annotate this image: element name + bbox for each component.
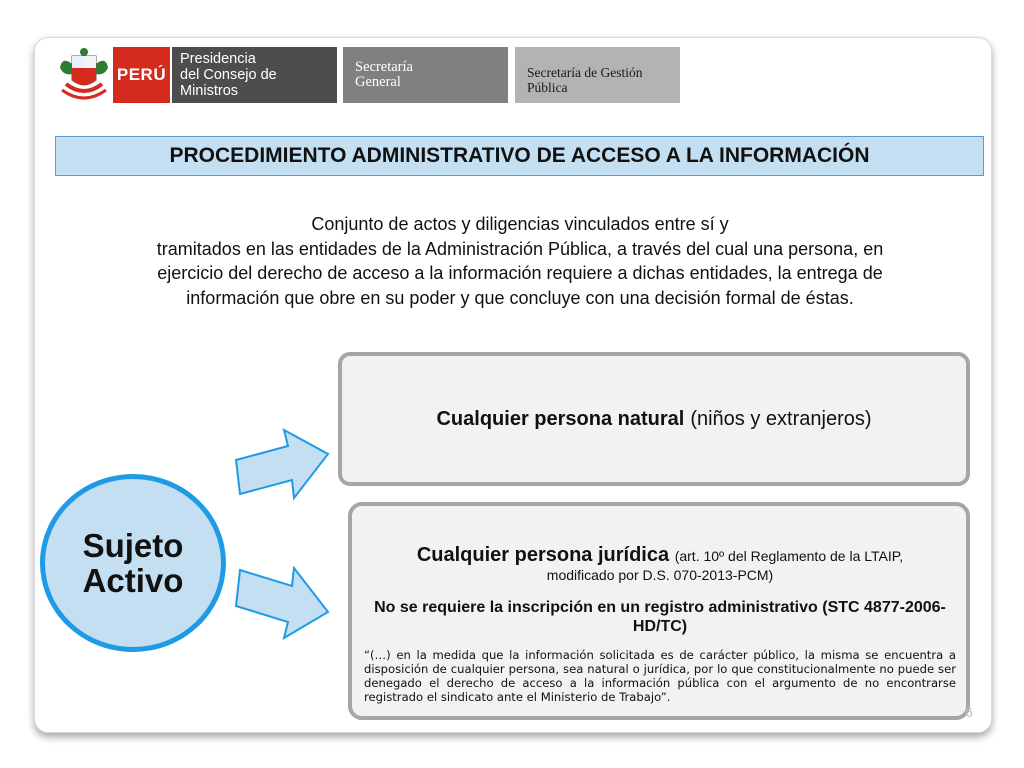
- arrow-up-right-icon: [232, 428, 332, 502]
- legal-person-ref: (art. 10º del Reglamento de la LTAIP,: [674, 548, 904, 564]
- requirement-text: No se requiere la inscripción en un registro administrativo (STC 4877-2006-HD/TC): [374, 599, 946, 635]
- sg-line2: General: [355, 74, 401, 90]
- secretaria-gestion-publica-logo: [515, 47, 680, 103]
- page-number: 6: [965, 704, 973, 720]
- pcm-line2: del Consejo de Ministros: [180, 67, 277, 99]
- definition-line: tramitados en las entidades de la Administración Pública, a través del cual una persona, en: [156, 238, 884, 259]
- subject-line1: Sujeto: [82, 527, 184, 564]
- definition-line: ejercicio del derecho de acceso a la información requiere a dichas entidades, la entrega de: [157, 263, 883, 283]
- sujeto-activo-circle: [40, 474, 226, 652]
- natural-person-bold: Cualquier persona natural: [436, 407, 685, 430]
- arrow-down-right-icon: [232, 566, 332, 640]
- sgp-line2: Pública: [527, 80, 568, 95]
- definition-line: información que obre en su poder y que concluye con una decisión formal de éstas.: [186, 287, 854, 308]
- definition-text: [100, 212, 940, 310]
- legal-person-heading: Cualquier persona jurídica (art. 10º del Reglamento de la LTAIP,: [416, 544, 904, 566]
- definition-line: Conjunto de actos y diligencias vinculados entre sí y: [311, 214, 729, 234]
- peru-coat-of-arms-icon: [58, 46, 110, 104]
- slide-title: PROCEDIMIENTO ADMINISTRATIVO DE ACCESO A LA INFORMACIÓN: [55, 136, 984, 176]
- peru-logo: PERÚ: [113, 47, 170, 103]
- sgp-line1: Secretaría de Gestión: [527, 65, 643, 80]
- natural-person-note: (niños y extranjeros): [690, 407, 872, 430]
- legal-person-box: [348, 502, 970, 720]
- pcm-logo: [172, 47, 337, 103]
- natural-person-box: [338, 352, 970, 486]
- secretaria-general-logo: [343, 47, 508, 103]
- sg-line1: Secretaría: [355, 59, 413, 75]
- pcm-line1: Presidencia: [180, 51, 256, 67]
- quote-text: “(…) en la medida que la información solicitada es de carácter público, la misma se encuentra a disposición de cualquier persona, sea natural o jurídica, por lo que constitucionalmente no puede ser denegado el derecho de acceso a la información pública con el argumento de no encontrarse registrado el sindicato ante el Ministerio de Trabajo”.: [364, 648, 956, 704]
- legal-person-ref-cont: modificado por D.S. 070-2013-PCM): [546, 567, 774, 583]
- subject-line2: Activo: [82, 562, 184, 599]
